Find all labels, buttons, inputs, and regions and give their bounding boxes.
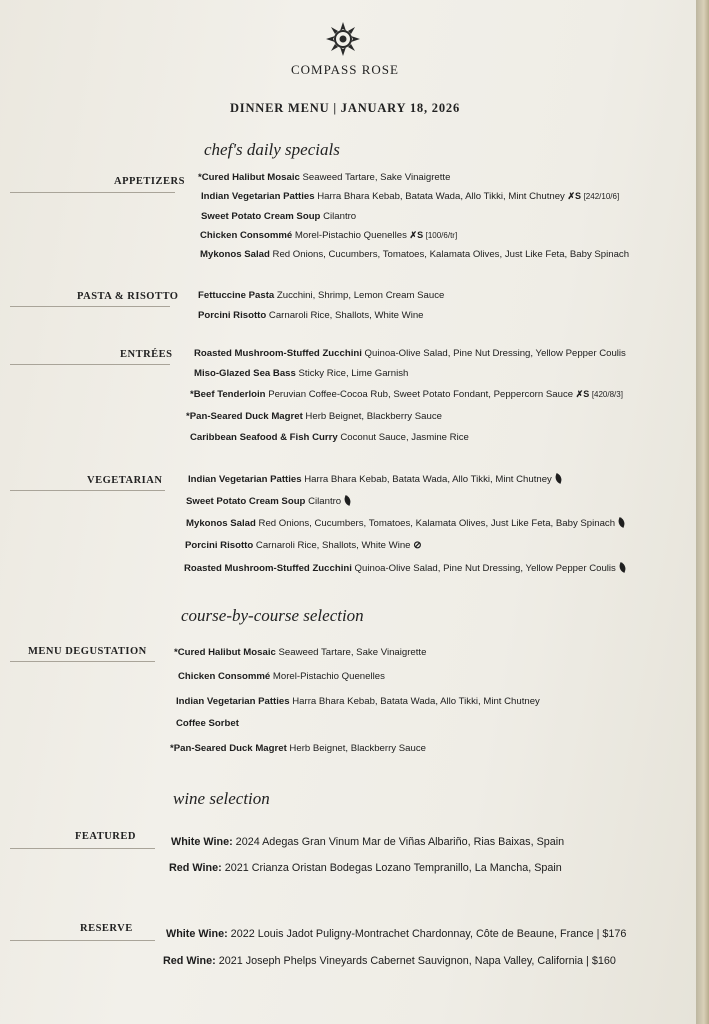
label-featured: FEATURED xyxy=(75,831,136,842)
dish-description: Quinoa-Olive Salad, Pine Nut Dressing, Yellow Pepper Coulis xyxy=(351,563,616,574)
dish-description: Red Onions, Cucumbers, Tomatoes, Kalamata Olives, Just Like Feta, Baby Spinach xyxy=(269,249,630,260)
wine-description: 2024 Adegas Gran Vinum Mar de Viñas Albariño, Rias Baixas, Spain xyxy=(232,836,565,848)
dish-description: Harra Bhara Kebab, Batata Wada, Allo Tikki, Mint Chutney xyxy=(314,191,568,202)
wine-type: Red Wine: xyxy=(169,862,222,874)
dish-description: Sticky Rice, Lime Garnish xyxy=(295,368,409,379)
dish-name: Mykonos Salad xyxy=(186,518,256,529)
menu-item xyxy=(200,249,629,260)
menu-item xyxy=(201,191,619,202)
menu-item xyxy=(186,411,442,422)
dish-name: Roasted Mushroom-Stuffed Zucchini xyxy=(194,348,362,359)
menu-item xyxy=(194,368,408,379)
divider xyxy=(10,306,170,307)
dish-description: Morel-Pistachio Quenelles xyxy=(292,230,410,241)
leaf-icon xyxy=(343,495,352,506)
menu-item xyxy=(194,348,626,359)
label-reserve: RESERVE xyxy=(80,923,133,934)
dish-description: Seaweed Tartare, Sake Vinaigrette xyxy=(275,647,427,658)
dish-name: Caribbean Seafood & Fish Curry xyxy=(190,432,338,443)
heading-course-selection: course-by-course selection xyxy=(181,606,364,625)
nutrition-symbol: ✗S xyxy=(575,389,590,399)
heading-wine-selection: wine selection xyxy=(173,789,270,808)
menu-item xyxy=(190,389,623,400)
dish-name: Miso-Glazed Sea Bass xyxy=(194,368,296,379)
dish-description: Herb Beignet, Blackberry Sauce xyxy=(286,743,426,754)
divider xyxy=(10,490,165,491)
label-menu-degustation: MENU DEGUSTATION xyxy=(28,646,147,657)
wine-item xyxy=(171,836,564,848)
dish-description: Peruvian Coffee-Cocoa Rub, Sweet Potato Fondant, Peppercorn Sauce xyxy=(265,389,576,400)
no-alcohol-icon: ⊘ xyxy=(413,540,422,551)
dish-name: *Cured Halibut Mosaic xyxy=(174,647,276,658)
wine-type: White Wine: xyxy=(171,836,233,848)
dish-name: Chicken Consommé xyxy=(200,230,293,241)
dish-description: Red Onions, Cucumbers, Tomatoes, Kalamata Olives, Just Like Feta, Baby Spinach xyxy=(255,518,616,529)
nutrition-code: [242/10/6] xyxy=(583,192,620,201)
dish-name: Mykonos Salad xyxy=(200,249,270,260)
dish-name: Porcini Risotto xyxy=(185,540,254,551)
label-pasta-risotto: PASTA & RISOTTO xyxy=(77,291,179,302)
dish-description: Cilantro xyxy=(320,211,357,222)
menu-item xyxy=(174,647,426,658)
wine-type: White Wine: xyxy=(166,928,228,940)
wine-item xyxy=(169,862,562,874)
menu-item xyxy=(185,540,422,551)
leaf-icon xyxy=(554,473,563,484)
nutrition-code: [420/8/3] xyxy=(591,390,623,399)
heading-specials: chef's daily specials xyxy=(204,140,340,159)
dish-description: Harra Bhara Kebab, Batata Wada, Allo Tikki, Mint Chutney xyxy=(301,474,552,485)
menu-item xyxy=(198,290,444,301)
wine-type: Red Wine: xyxy=(163,955,216,967)
nutrition-mark xyxy=(568,191,620,201)
dish-name: Coffee Sorbet xyxy=(176,718,239,729)
dish-name: Indian Vegetarian Patties xyxy=(188,474,302,485)
divider xyxy=(10,848,155,849)
dish-name: Roasted Mushroom-Stuffed Zucchini xyxy=(184,563,352,574)
wine-item xyxy=(163,955,616,967)
dish-description: Cilantro xyxy=(305,496,342,507)
menu-item xyxy=(200,230,457,241)
divider xyxy=(10,364,170,365)
nutrition-mark xyxy=(576,389,623,399)
restaurant-name: COMPASS ROSE xyxy=(291,62,399,77)
dish-name: *Cured Halibut Mosaic xyxy=(198,172,300,183)
dish-name: *Pan-Seared Duck Magret xyxy=(170,743,287,754)
dish-description: Carnaroli Rice, Shallots, White Wine xyxy=(253,540,411,551)
dish-description: Seaweed Tartare, Sake Vinaigrette xyxy=(299,172,451,183)
leaf-icon xyxy=(618,562,627,573)
menu-item xyxy=(176,696,540,707)
label-vegetarian: VEGETARIAN xyxy=(87,475,163,486)
dish-description: Morel-Pistachio Quenelles xyxy=(270,671,385,682)
leaf-icon xyxy=(617,517,626,528)
menu-item xyxy=(190,432,469,443)
label-entrees: ENTRÉES xyxy=(120,349,173,360)
nutrition-mark xyxy=(410,230,458,240)
divider xyxy=(10,940,155,941)
wine-description: 2022 Louis Jadot Puligny-Montrachet Chardonnay, Côte de Beaune, France | $176 xyxy=(227,928,627,940)
dish-name: Indian Vegetarian Patties xyxy=(201,191,315,202)
dish-name: Sweet Potato Cream Soup xyxy=(201,211,321,222)
dish-name: Indian Vegetarian Patties xyxy=(176,696,290,707)
dish-name: *Pan-Seared Duck Magret xyxy=(186,411,303,422)
nutrition-code: [100/6/tr] xyxy=(425,231,458,240)
menu-item xyxy=(176,718,239,729)
dish-name: *Beef Tenderloin xyxy=(190,389,266,400)
wine-item xyxy=(166,928,626,940)
divider xyxy=(10,192,175,193)
wine-description: 2021 Crianza Oristan Bodegas Lozano Tempranillo, La Mancha, Spain xyxy=(221,862,562,874)
menu-item xyxy=(178,671,385,682)
nutrition-symbol: ✗S xyxy=(567,191,582,201)
dish-description: Carnaroli Rice, Shallots, White Wine xyxy=(266,310,424,321)
dish-name: Chicken Consommé xyxy=(178,671,271,682)
dish-description: Coconut Sauce, Jasmine Rice xyxy=(337,432,469,443)
dish-description: Zucchini, Shrimp, Lemon Cream Sauce xyxy=(274,290,445,301)
dish-description: Harra Bhara Kebab, Batata Wada, Allo Tikki, Mint Chutney xyxy=(289,696,540,707)
page-edge xyxy=(696,0,709,1024)
compass-rose-logo xyxy=(326,22,360,56)
menu-item xyxy=(198,310,424,321)
menu-item xyxy=(170,743,426,754)
menu-item xyxy=(186,496,351,507)
menu-subtitle: DINNER MENU | JANUARY 18, 2026 xyxy=(229,101,460,115)
dish-name: Fettuccine Pasta xyxy=(198,290,275,301)
dish-name: Porcini Risotto xyxy=(198,310,267,321)
dish-name: Sweet Potato Cream Soup xyxy=(186,496,306,507)
menu-item xyxy=(186,518,625,529)
divider xyxy=(10,661,155,662)
dish-description: Herb Beignet, Blackberry Sauce xyxy=(302,411,442,422)
menu-item xyxy=(201,211,356,222)
menu-item xyxy=(184,563,626,574)
dish-description: Quinoa-Olive Salad, Pine Nut Dressing, Yellow Pepper Coulis xyxy=(361,348,626,359)
wine-description: 2021 Joseph Phelps Vineyards Cabernet Sauvignon, Napa Valley, California | $160 xyxy=(215,955,616,967)
menu-item xyxy=(188,474,562,485)
menu-item xyxy=(198,172,450,183)
label-appetizers: APPETIZERS xyxy=(114,176,185,187)
nutrition-symbol: ✗S xyxy=(409,230,424,240)
